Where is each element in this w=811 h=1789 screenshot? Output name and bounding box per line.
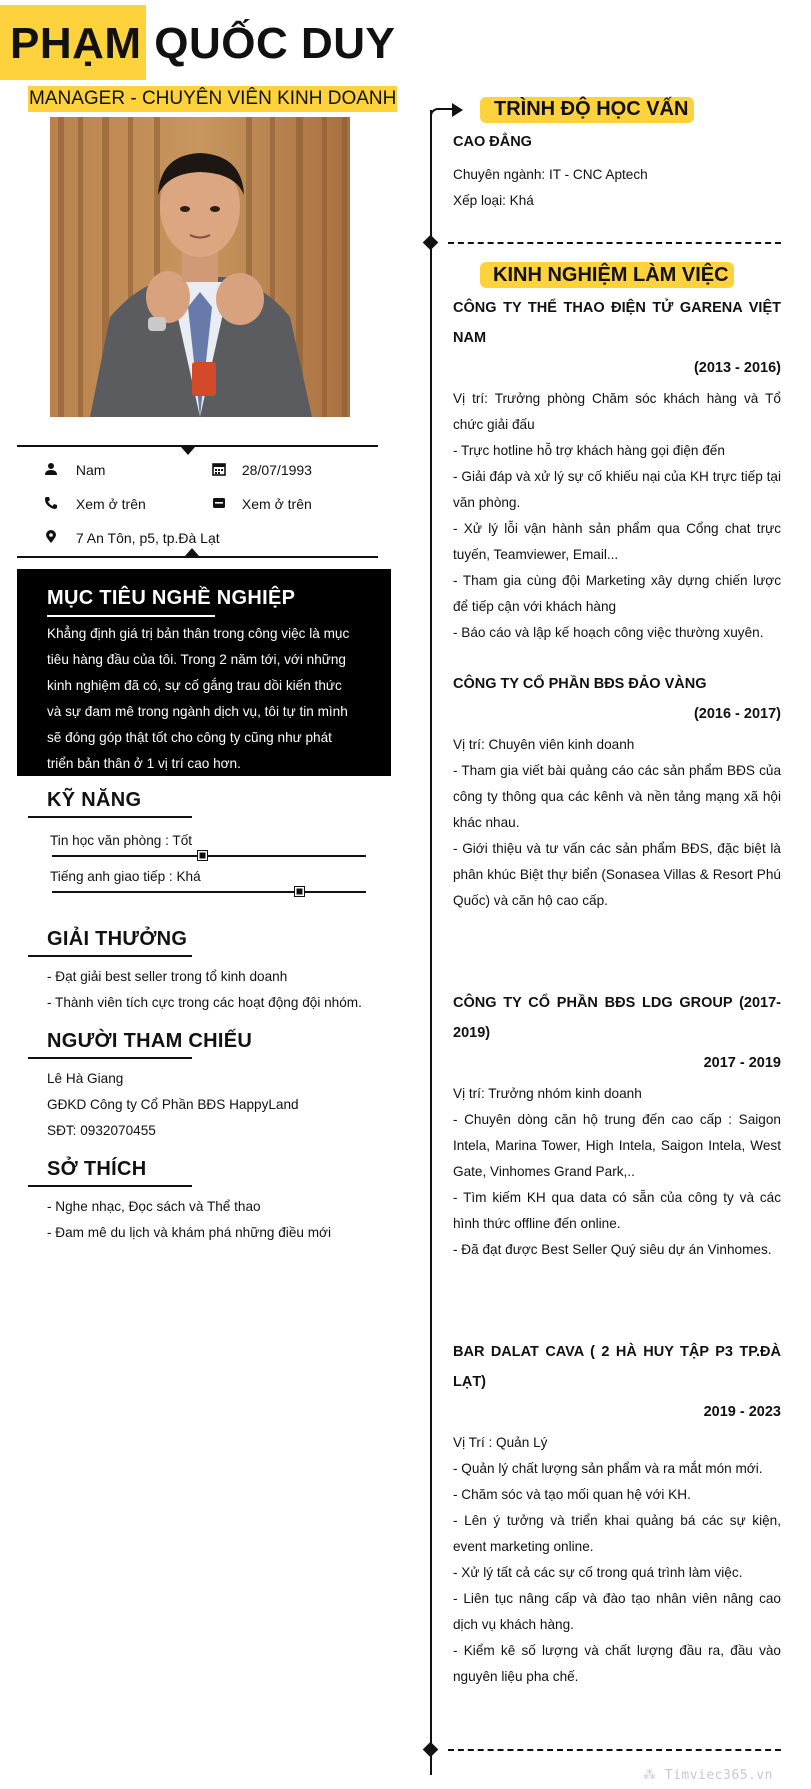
- watermark: [643, 1768, 773, 1783]
- timeline-dash: [448, 242, 781, 244]
- skill-knob: [197, 850, 208, 861]
- experience-title: KINH NGHIỆM LÀM VIỆC: [493, 264, 729, 286]
- objective-line: và sự đam mê trong ngành dịch vụ, tôi tự tin mình: [47, 704, 348, 719]
- phone-icon: [44, 496, 58, 510]
- objective-line: kinh nghiệm đã có, sự cố gắng trau dồi kiến thức: [47, 678, 342, 693]
- skill-knob: [294, 886, 305, 897]
- job-period: (2013 - 2016): [693, 360, 781, 376]
- reference-item: Lê Hà Giang: [47, 1071, 124, 1086]
- job-detail: - Lên ý tưởng và triển khai quảng bá các sự kiện, event marketing online.: [453, 1513, 781, 1554]
- job-company: BAR DALAT CAVA ( 2 HÀ HUY TẬP P3 TP.ĐÀ LẠT): [453, 1344, 781, 1390]
- job-detail: - Chăm sóc và tạo mối quan hệ với KH.: [453, 1487, 691, 1502]
- divider-arrow-down: [181, 447, 195, 455]
- job-period: 2019 - 2023: [703, 1404, 781, 1420]
- hobby-item: - Nghe nhạc, Đọc sách và Thể thao: [47, 1199, 261, 1214]
- reference-item: SĐT: 0932070455: [47, 1123, 156, 1138]
- career-objective-section: [17, 569, 391, 776]
- job-detail: Vị Trí : Quản Lý: [453, 1435, 548, 1450]
- envelope-icon: [212, 496, 226, 510]
- objective-line: triển bản thân ở 1 vị trí cao hơn.: [47, 756, 241, 771]
- job-detail: - Chuyên dòng căn hộ trung đến cao cấp : Saigon Intela, Marina Tower, High Intela, Saigon Intela, West Gate, Vinhomes Grand Park,..: [453, 1112, 781, 1179]
- contact-email: [212, 494, 312, 514]
- candidate-name: PHẠM QUỐC DUY: [10, 19, 396, 68]
- job-entry: [453, 669, 781, 914]
- timeline-dash: [448, 1749, 781, 1751]
- email-value: Xem ở trên: [241, 496, 312, 512]
- awards-underline: [28, 955, 192, 957]
- contact-birthday: [212, 460, 312, 480]
- job-company: CÔNG TY THỂ THAO ĐIỆN TỬ GARENA VIỆT NAM: [453, 300, 781, 346]
- timeline-hook: [430, 108, 454, 122]
- job-company: CÔNG TY CỔ PHẦN BĐS ĐẢO VÀNG: [453, 676, 707, 692]
- job-detail: - Báo cáo và lập kế hoạch công việc thường xuyên.: [453, 625, 764, 640]
- gender-value: Nam: [75, 462, 106, 478]
- timeline-diamond: [423, 1742, 439, 1758]
- job-detail: Vị trí: Trưởng phòng Chăm sóc khách hàng và Tổ chức giải đấu: [453, 391, 781, 432]
- job-entry: [453, 988, 781, 1263]
- award-item: - Thành viên tích cực trong các hoạt động đội nhóm.: [47, 995, 362, 1010]
- awards-title: GIẢI THƯỞNG: [47, 928, 188, 950]
- job-detail: - Xử lý lỗi vận hành sản phẩm qua Cổng chat trực tuyến, Teamviewer, Email...: [453, 521, 781, 562]
- job-detail: - Xử lý tất cả các sự cố trong quá trình làm việc.: [453, 1565, 743, 1580]
- job-entry: [453, 293, 781, 646]
- skill-label: Tin học văn phòng : Tốt: [50, 833, 193, 848]
- skill-bar: [52, 855, 366, 857]
- education-degree: CAO ĐẲNG: [453, 134, 532, 150]
- birthday-value: 28/07/1993: [241, 462, 312, 478]
- divider-arrow-up: [185, 548, 199, 556]
- job-detail: Vị trí: Chuyên viên kinh doanh: [453, 737, 635, 752]
- job-detail: - Tham gia viết bài quảng cáo các sản phẩm BĐS của công ty thông qua các kênh và nền tảng mạng xã hội khác nhau.: [453, 763, 781, 830]
- contact-top-divider: [17, 445, 378, 447]
- education-grade: Xếp loại: Khá: [453, 193, 534, 208]
- skills-underline: [28, 816, 192, 818]
- calendar-icon: [212, 462, 226, 476]
- timeline-line: [430, 110, 432, 1775]
- job-title: MANAGER - CHUYÊN VIÊN KINH DOANH: [28, 86, 397, 112]
- award-item: - Đạt giải best seller trong tổ kinh doanh: [47, 969, 288, 984]
- objective-line: sẽ đóng góp thật tốt cho công ty cũng như phát: [47, 730, 332, 745]
- person-icon: [44, 462, 58, 476]
- objective-text: [47, 621, 359, 777]
- job-detail: - Quản lý chất lượng sản phẩm và ra mắt món mới.: [453, 1461, 763, 1476]
- job-entry: [453, 1337, 781, 1690]
- leaf-icon: ⁂: [642, 1768, 665, 1783]
- contact-bottom-divider: [17, 556, 378, 558]
- contact-phone: [44, 494, 146, 514]
- map-marker-icon: [44, 530, 58, 544]
- watermark-text: Timviec365.vn: [664, 1768, 773, 1783]
- education-major: Chuyên ngành: IT - CNC Aptech: [453, 167, 648, 182]
- timeline-arrow: [452, 103, 463, 117]
- reference-item: GĐKD Công ty Cổ Phần BĐS HappyLand: [47, 1097, 299, 1112]
- skill-label: Tiếng anh giao tiếp : Khá: [50, 869, 201, 884]
- job-period: 2017 - 2019: [703, 1055, 781, 1071]
- contact-address: [44, 528, 220, 548]
- job-period: (2016 - 2017): [693, 706, 781, 722]
- objective-line: tiêu hàng đầu của tôi. Trong 2 năm tới, với những: [47, 652, 346, 667]
- job-company: CÔNG TY CỔ PHẦN BĐS LDG GROUP (2017-2019): [453, 995, 781, 1041]
- phone-value: Xem ở trên: [75, 496, 146, 512]
- job-detail: - Liên tục nâng cấp và đào tạo nhân viên nâng cao dịch vụ khách hàng.: [453, 1591, 781, 1632]
- education-title: TRÌNH ĐỘ HỌC VẤN: [494, 98, 689, 120]
- skill-bar: [52, 891, 366, 893]
- address-value: 7 An Tôn, p5, tp.Đà Lạt: [75, 530, 220, 546]
- references-title: NGƯỜI THAM CHIẾU: [47, 1030, 253, 1052]
- references-underline: [28, 1057, 192, 1059]
- job-detail: - Tham gia cùng đội Marketing xây dựng chiến lược để tiếp cận với khách hàng: [453, 573, 781, 614]
- skills-title: KỸ NĂNG: [47, 789, 142, 811]
- profile-photo: [50, 117, 350, 417]
- hobby-item: - Đam mê du lịch và khám phá những điều mới: [47, 1225, 331, 1240]
- objective-line: Khẳng định giá trị bản thân trong công việc là mục: [47, 626, 350, 641]
- hobbies-title: SỞ THÍCH: [47, 1158, 147, 1180]
- job-detail: - Tìm kiếm KH qua data có sẵn của công ty và các hình thức offline đến online.: [453, 1190, 781, 1231]
- hobbies-underline: [28, 1185, 192, 1187]
- contact-gender: [44, 460, 105, 480]
- timeline-diamond: [423, 235, 439, 251]
- job-detail: - Đã đạt được Best Seller Quý siêu dự án Vinhomes.: [453, 1242, 772, 1257]
- job-detail: - Giới thiệu và tư vấn các sản phẩm BĐS, đặc biệt là phân khúc Biệt thự biển (Sonasea Villas & Resort Phú Quốc) và căn hộ cao cấp.: [453, 841, 781, 908]
- job-detail: - Kiểm kê số lượng và chất lượng đầu ra, đầu vào nguyên liệu pha chế.: [453, 1643, 781, 1684]
- job-detail: - Giải đáp và xử lý sự cố khiếu nại của KH trực tiếp tại văn phòng.: [453, 469, 781, 510]
- job-detail: - Trực hotline hỗ trợ khách hàng gọi điện đến: [453, 443, 725, 458]
- section-underline: [47, 615, 215, 617]
- section-title: MỤC TIÊU NGHỀ NGHIỆP: [47, 587, 296, 609]
- job-detail: Vị trí: Trưởng nhóm kinh doanh: [453, 1086, 642, 1101]
